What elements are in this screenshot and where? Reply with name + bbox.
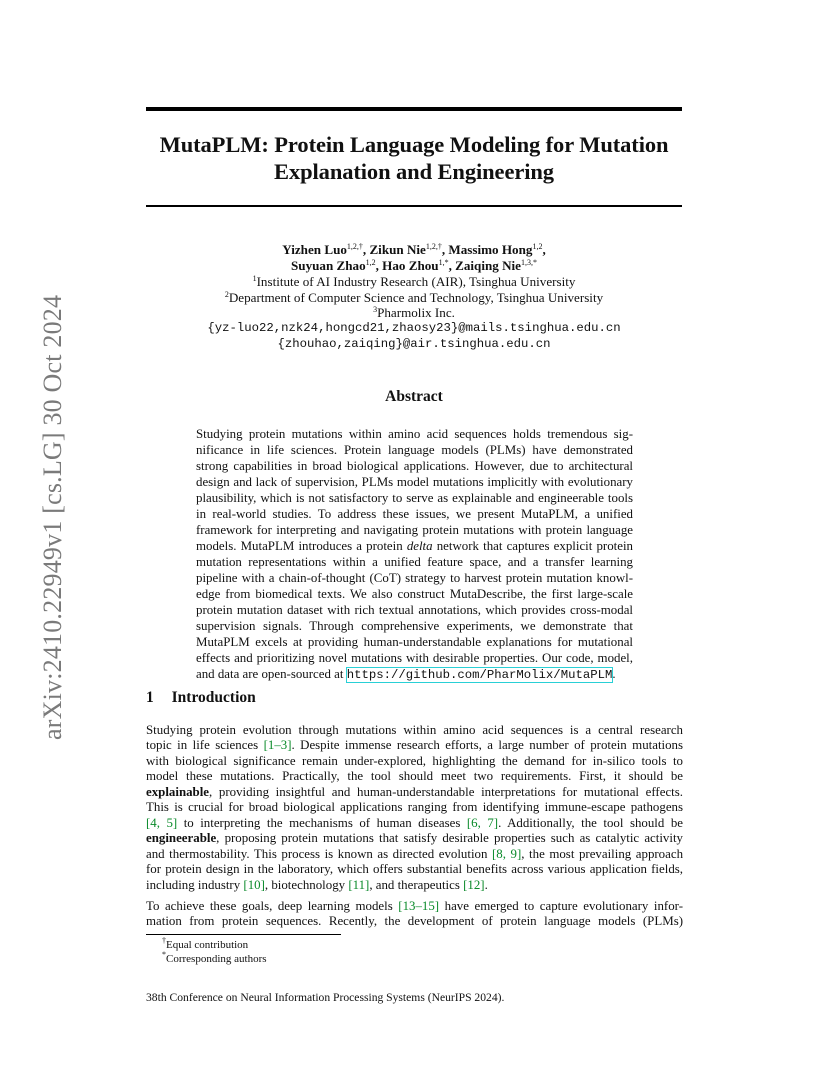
affiliation-3: $^3$Pharmolix Inc. — [373, 305, 455, 320]
citation-link[interactable]: [13–15] — [398, 899, 440, 913]
venue-note: 38th Conference on Neural Information Processing Systems (NeurIPS 2024). — [146, 991, 505, 1004]
citation-link[interactable]: [6, 7] — [466, 816, 499, 830]
paper-title-line-2: Explanation and Engineering — [274, 159, 554, 184]
abstract-line: pipeline with a chain-of-thought (CoT) strategy to harvest protein mutation knowl- — [196, 571, 633, 585]
abstract-line: nificance in life sciences. Protein language models (PLMs) have demonstrated — [196, 443, 633, 457]
author-name: Massimo Hong — [448, 242, 533, 257]
email-line-1: {yz-luo22,nzk24,hongcd21,zhaosy23}@mails.tsinghua.edu.cn — [207, 321, 621, 335]
citation-link[interactable]: [4, 5] — [146, 816, 178, 830]
body-line: and thermostability. This process is known as directed evolution [8, 9], the most prevailing approach — [146, 847, 684, 861]
body-line: engineerable, proposing protein mutations that satisfy desirable properties such as catalytic activity — [146, 831, 683, 845]
abstract-line: protein mutation dataset with rich textual annotations, which provides cross-modal — [196, 603, 633, 617]
citation-link[interactable]: [1–3] — [263, 738, 292, 752]
footnote-equal-contribution: †Equal contribution — [162, 936, 249, 951]
title-bottom-rule — [146, 205, 682, 207]
body-line: explainable, providing insightful and human-understandable interpretations for mutational effects. — [146, 785, 683, 799]
body-line: This is crucial for broad biological applications ranging from identifying immune-escape pathogens — [146, 800, 683, 814]
abstract-line: supervision signals. Through comprehensive experiments, we demonstrate that — [196, 619, 633, 633]
citation-link[interactable]: [12] — [463, 878, 485, 892]
section-heading — [146, 689, 256, 707]
abstract-line: in real-world studies. To address these issues, we present MutaPLM, a unified — [196, 507, 633, 521]
emphasis-term: explainable — [146, 785, 210, 799]
body-line: [4, 5] to interpreting the mechanisms of human diseases [6, 7]. Additionally, the tool should be — [146, 816, 683, 830]
author-affil-mark: 1,3,* — [520, 258, 537, 267]
author-name: Zikun Nie — [369, 242, 426, 257]
citation-link[interactable]: [8, 9] — [492, 847, 522, 861]
body-line: Studying protein evolution through mutations within amino acid sequences is a central research — [146, 723, 683, 737]
body-line: mation from protein sequences. Recently, the development of protein language models (PLMs) — [146, 914, 683, 928]
footnote-rule — [146, 934, 341, 935]
abstract-heading: Abstract — [385, 388, 443, 405]
section-title: Introduction — [171, 689, 256, 706]
author-list-line-1: Yizhen Luo$^{1,2,\dagger}$, Zikun Nie$^{1,2,\dagger}$, Massimo Hong$^{1,2}$, — [282, 242, 546, 257]
citation-link[interactable]: [11] — [348, 878, 370, 892]
author-list-line-2: Suyuan Zhao$^{1,2}$, Hao Zhou$^{1,*}$, Zaiqing Nie$^{1,3,*}$ — [291, 258, 537, 273]
arxiv-identifier: arXiv:2410.22949v1 [cs.LG] 30 Oct 2024 — [38, 294, 67, 740]
author-affil-mark: 1,* — [438, 258, 449, 267]
author-affil-mark: 1,2,† — [346, 242, 363, 251]
abstract-line: effects and prioritizing novel mutations with desirable properties. Our code, model, — [196, 651, 633, 665]
author-name: Suyuan Zhao — [291, 258, 366, 273]
delta-term: delta — [406, 539, 433, 553]
email-line-2: {zhouhao,zaiqing}@air.tsinghua.edu.cn — [277, 337, 551, 351]
abstract-line: edge from biomedical texts. We also construct MutaDescribe, the first large-scale — [196, 587, 633, 601]
repository-link[interactable]: https://github.com/PharMolix/MutaPLM — [346, 668, 613, 682]
body-line: topic in life sciences [1–3]. Despite immense research efforts, a large number of protein mutations — [146, 738, 684, 752]
abstract-line: and data are open-sourced at https://github.com/PharMolix/MutaPLM. — [196, 667, 616, 682]
author-name: Yizhen Luo — [282, 242, 347, 257]
body-line: with biological significance remain under-explored, highlighting the demand for in-silico tools to — [146, 754, 683, 768]
body-line: including industry [10], biotechnology [11], and therapeutics [12]. — [146, 878, 488, 892]
author-affil-mark: 1,2 — [365, 258, 376, 267]
section-number: 1 — [146, 689, 154, 706]
body-line: model these mutations. Practically, the tool should meet two requirements. First, it should be — [146, 769, 683, 783]
emphasis-term: engineerable — [146, 831, 217, 845]
author-affil-mark: 1,2,† — [425, 242, 442, 251]
abstract-line: framework for interpreting and navigating protein mutations with protein language — [196, 523, 633, 537]
citation-link[interactable]: [10] — [243, 878, 265, 892]
author-name: Hao Zhou — [382, 258, 439, 273]
affiliation-2: $^2$Department of Computer Science and Technology, Tsinghua University — [224, 290, 604, 305]
author-name: Zaiqing Nie — [455, 258, 521, 273]
body-line: To achieve these goals, deep learning models [13–15] have emerged to capture evolutionary infor- — [146, 899, 684, 913]
abstract-line: mutation representations within a unified feature space, and a transfer learning — [196, 555, 633, 569]
paper-title-line-1: MutaPLM: Protein Language Modeling for Mutation — [159, 132, 669, 157]
footnote-corresponding-authors: *Corresponding authors — [162, 950, 267, 965]
title-top-rule — [146, 107, 682, 111]
abstract-line: plausibility, which is not satisfactory to serve as explainable and engineerable tools — [196, 491, 633, 505]
author-affil-mark: 1,2 — [532, 242, 543, 251]
abstract-line: MutaPLM excels at providing human-understandable explanations for mutational — [196, 635, 633, 649]
body-line: for protein design in the laboratory, which offers substantial benefits across various application fields, — [146, 862, 683, 876]
abstract-line: strong capabilities in broad biological applications. However, due to architectural — [196, 459, 633, 473]
abstract-line: Studying protein mutations within amino acid sequences holds tremendous sig- — [196, 427, 633, 441]
abstract-line: design and lack of supervision, PLMs model mutations implicitly with evolutionary — [196, 475, 633, 489]
affiliation-1: $^1$Institute of AI Industry Research (AIR), Tsinghua University — [252, 274, 576, 289]
abstract-line: models. MutaPLM introduces a protein delta network that captures explicit protein — [196, 539, 633, 553]
